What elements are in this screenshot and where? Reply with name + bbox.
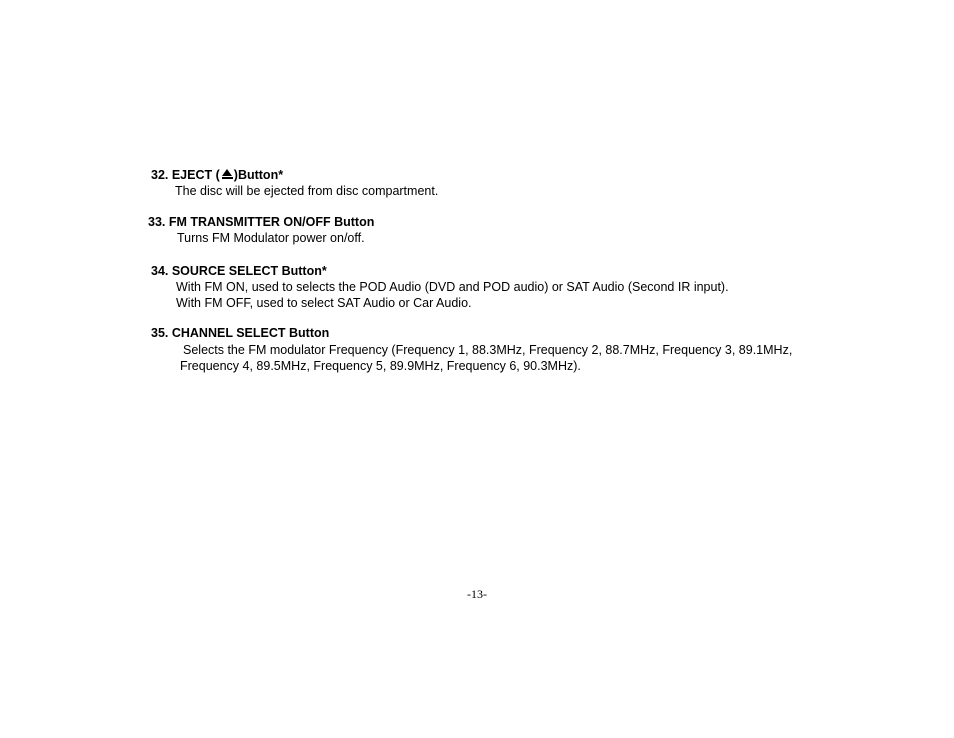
section-35-heading: 35. CHANNEL SELECT Button: [151, 326, 330, 340]
section-32-line-1: The disc will be ejected from disc compartment.: [175, 184, 439, 198]
section-32-heading: [151, 168, 283, 183]
section-32-heading-prefix: 32. EJECT (: [151, 168, 220, 182]
section-35-line-2: Frequency 4, 89.5MHz, Frequency 5, 89.9MHz, Frequency 6, 90.3MHz).: [180, 359, 581, 373]
section-34-line-1: With FM ON, used to selects the POD Audio (DVD and POD audio) or SAT Audio (Second IR input).: [176, 280, 729, 294]
eject-icon: [221, 169, 234, 180]
section-34-line-2: With FM OFF, used to select SAT Audio or Car Audio.: [176, 296, 472, 310]
section-33-heading: 33. FM TRANSMITTER ON/OFF Button: [148, 215, 375, 229]
page-number: -13-: [467, 587, 487, 601]
section-34-heading: 34. SOURCE SELECT Button*: [151, 264, 327, 278]
section-35-line-1: Selects the FM modulator Frequency (Frequency 1, 88.3MHz, Frequency 2, 88.7MHz, Frequency 3, 89.1MHz,: [183, 343, 793, 357]
section-33-line-1: Turns FM Modulator power on/off.: [177, 231, 365, 245]
section-32-heading-suffix: )Button*: [233, 168, 284, 182]
